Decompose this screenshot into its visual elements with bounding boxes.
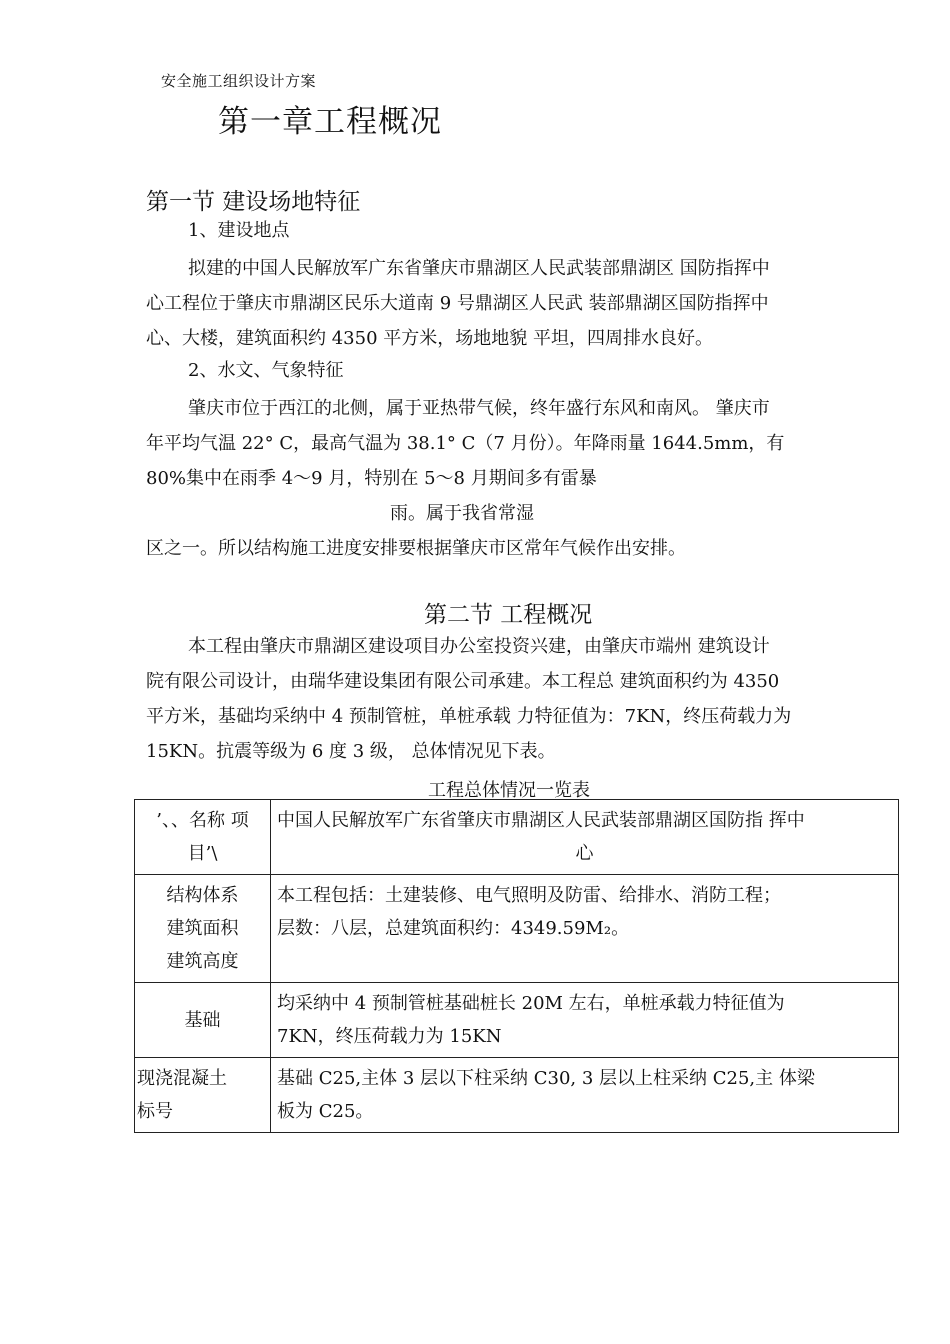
paragraph-line: 肇庆市位于西江的北侧，属于亚热带气候，终年盛行东风和南风。 肇庆市 (188, 398, 770, 419)
paragraph-line: 本工程由肇庆市鼎湖区建设项目办公室投资兴建，由肇庆市端州 建筑设计 (188, 636, 770, 657)
table-caption: 工程总体情况一览表 (428, 780, 590, 801)
cell-line: 均采纳中 4 预制管桩基础桩长 20M 左右，单桩承载力特征值为 (277, 993, 785, 1014)
cell-line: 标号 (137, 1101, 173, 1122)
cell-line: 目’\ (187, 843, 218, 864)
cell-line: 基础 (184, 1009, 221, 1031)
paragraph-line: 区之一。所以结构施工进度安排要根据肇庆市区常年气候作出安排。 (146, 538, 686, 559)
cell-line: 建筑高度 (166, 951, 239, 972)
paragraph-line: 雨。属于我省常湿 (390, 503, 534, 524)
table-label-cell (135, 983, 271, 1058)
table-cell (271, 875, 899, 983)
paragraph-line: 拟建的中国人民解放军广东省肇庆市鼎湖区人民武装部鼎湖区 国防指挥中 (188, 258, 770, 279)
table-row (135, 875, 899, 983)
chapter-title: 第一章工程概况 (218, 104, 442, 140)
cell-line: 现浇混凝土 (137, 1068, 227, 1089)
section2-paragraph (146, 629, 898, 769)
cell-line: 结构体系 (166, 885, 239, 906)
cell-line: ’、、名称 项 (156, 810, 249, 831)
table-cell (271, 800, 899, 875)
cell-line: 层数：八层，总建筑面积约：4349.59M₂。 (277, 918, 630, 939)
cell-line: 基础 C25,主体 3 层以下柱采纳 C30, 3 层以上柱采纳 C25,主 体梁 (277, 1068, 815, 1089)
section1-subheading-climate: 2、水文、气象特征 (188, 360, 344, 381)
paragraph-line: 年平均气温 22° C，最高气温为 38.1° C（7 月份）。年降雨量 1644.5mm，有 (146, 433, 785, 454)
paragraph-line: 80%集中在雨季 4〜9 月，特别在 5〜8 月期间多有雷暴 (146, 468, 597, 489)
table-header-cell (135, 800, 271, 875)
cell-line: 板为 C25。 (277, 1101, 374, 1122)
paragraph-line: 心工程位于肇庆市鼎湖区民乐大道南 9 号鼎湖区人民武 装部鼎湖区国防指挥中 (146, 293, 769, 314)
cell-line: 中国人民解放军广东省肇庆市鼎湖区人民武装部鼎湖区国防指 挥中 (277, 810, 805, 831)
table-cell (271, 1058, 899, 1133)
table-label-cell (135, 875, 271, 983)
table-row (135, 800, 899, 875)
section1-title: 第一节 建设场地特征 (146, 189, 361, 215)
running-head: 安全施工组织设计方案 (161, 72, 317, 90)
table-label-cell (135, 1058, 271, 1133)
paragraph-line: 平方米，基础均采纳中 4 预制管桩，单桩承载 力特征值为：7KN，终压荷载力为 (146, 706, 792, 727)
section1-paragraph-location (146, 251, 898, 356)
paragraph-line: 心、大楼，建筑面积约 4350 平方米，场地地貌 平坦，四周排水良好。 (146, 328, 713, 349)
cell-line: 建筑面积 (166, 918, 239, 939)
table-row (135, 983, 899, 1058)
table-cell (271, 983, 899, 1058)
section1-subheading-location: 1、建设地点 (188, 220, 290, 241)
overview-table (134, 799, 899, 1133)
paragraph-line: 院有限公司设计，由瑞华建设集团有限公司承建。本工程总 建筑面积约为 4350 (146, 671, 780, 692)
cell-line: 7KN，终压荷载力为 15KN (277, 1026, 502, 1047)
cell-line: 心 (575, 843, 594, 864)
cell-line: 本工程包括：土建装修、电气照明及防雷、给排水、消防工程； (277, 885, 781, 906)
table-row (135, 1058, 899, 1133)
section1-paragraph-climate (146, 391, 898, 566)
paragraph-line: 15KN。抗震等级为 6 度 3 级， 总体情况见下表。 (146, 741, 556, 762)
section2-title: 第二节 工程概况 (424, 602, 593, 628)
